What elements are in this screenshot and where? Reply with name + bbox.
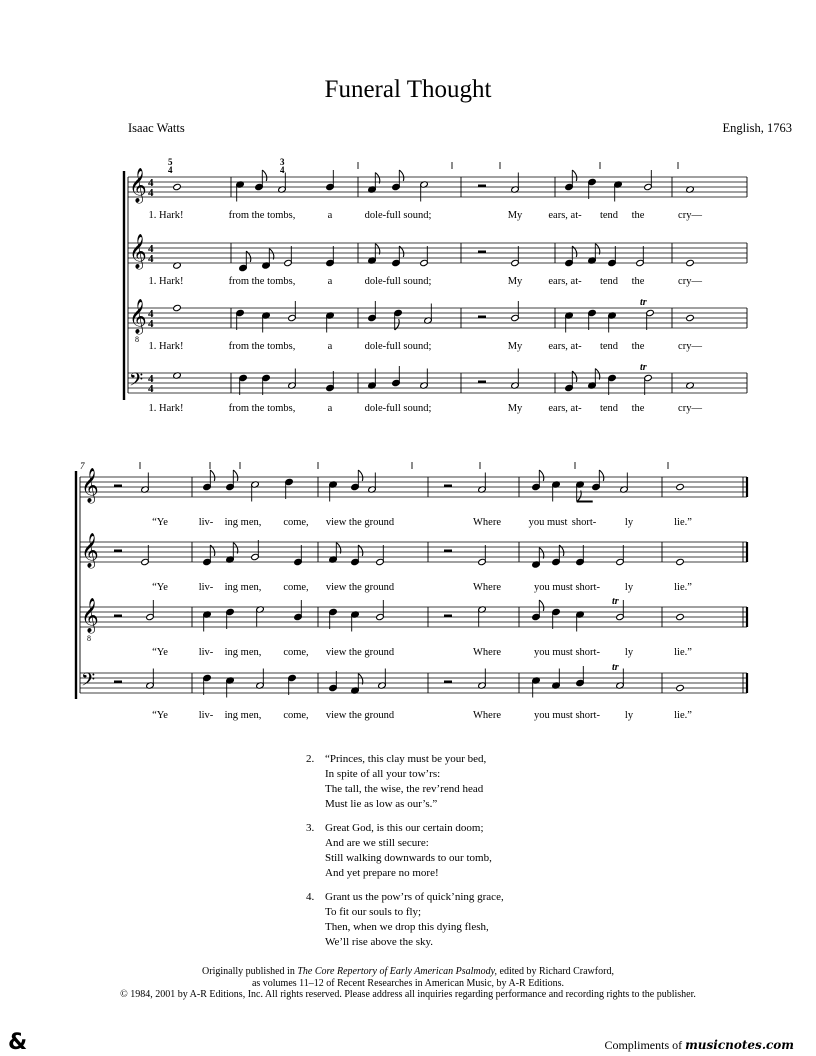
measure-number: 7	[80, 461, 85, 471]
origin-credit: English, 1763	[722, 121, 792, 135]
lyric-syllable: “Ye	[152, 582, 168, 593]
half-rest	[114, 681, 122, 684]
verse-line: Grant us the pow’rs of quick’ning grace,	[325, 891, 504, 903]
half-rest	[114, 615, 122, 618]
verse-line: Still walking downwards to our tomb,	[325, 852, 492, 864]
time-sig-bottom: 4	[148, 187, 154, 199]
lyric-syllable: My	[507, 276, 523, 287]
lyric-syllable: Where	[473, 647, 501, 658]
lyric-syllable: ing men,	[224, 517, 262, 528]
notehead	[173, 183, 182, 190]
half-rest	[478, 381, 486, 384]
treble-clef-icon: 𝄞	[129, 234, 147, 269]
treble-clef-icon: 𝄞	[81, 598, 99, 633]
lyric-syllable: you must short-	[534, 582, 600, 593]
lyric-syllable: cry—	[678, 276, 702, 287]
lyric-syllable: come,	[283, 647, 309, 658]
trill-mark: tr	[612, 662, 619, 673]
lyric-syllable: from the tombs,	[228, 403, 296, 414]
compliments-prefix: Compliments of	[604, 1038, 686, 1052]
lyric-syllable: lie.”	[674, 517, 692, 528]
lyric-syllable: liv-	[198, 710, 214, 721]
lyric-syllable: 1. Hark!	[148, 403, 184, 414]
lyric-syllable: ears, at-	[548, 210, 582, 221]
lyric-syllable: lie.”	[674, 710, 692, 721]
half-rest	[114, 550, 122, 553]
lyric-syllable: Where	[473, 582, 501, 593]
credits-book-title: The Core Repertory of Early American Psalmody,	[297, 966, 498, 977]
verse-line: We’ll rise above the sky.	[325, 936, 434, 948]
lyric-syllable: come,	[283, 710, 309, 721]
lyric-syllable: a	[327, 403, 333, 414]
lyric-syllable: ly	[624, 710, 634, 721]
credits-line-2: as volumes 11–12 of Recent Researches in American Music, by A-R Editions.	[251, 977, 565, 989]
notehead	[676, 613, 685, 620]
lyric-syllable: view the ground	[325, 647, 395, 658]
lyric-syllable: 1. Hark!	[148, 341, 184, 352]
lyric-syllable: the	[631, 276, 645, 287]
verse-number: 3.	[306, 822, 315, 834]
lyric-syllable: ears, at-	[548, 403, 582, 414]
lyric-syllable: the	[631, 341, 645, 352]
verse-line: And are we still secure:	[325, 837, 429, 849]
lyric-syllable: you must	[528, 517, 568, 528]
note-flag	[599, 470, 604, 481]
lyric-syllable: cry—	[678, 210, 702, 221]
note-flag	[572, 170, 577, 181]
trill-mark: tr	[640, 297, 647, 308]
meter-mark-bottom: 4	[280, 165, 285, 175]
half-rest	[478, 251, 486, 254]
author-credit: Isaac Watts	[128, 121, 185, 135]
lyric-syllable: Where	[473, 710, 501, 721]
verse-3	[306, 821, 492, 881]
verse-line: Then, when we drop this dying flesh,	[325, 921, 489, 933]
lyric-syllable: ing men,	[224, 710, 262, 721]
lyric-syllable: tend	[599, 403, 619, 414]
meter-mark-bottom: 4	[168, 165, 173, 175]
half-rest	[444, 550, 452, 553]
note-flag	[233, 470, 238, 481]
verse-line: To fit our souls to fly;	[325, 906, 422, 918]
lyric-syllable: from the tombs,	[228, 341, 296, 352]
lyric-syllable: cry—	[678, 403, 702, 414]
lyric-syllable: “Ye	[152, 647, 168, 658]
page-title: Funeral Thought	[324, 76, 492, 103]
lyric-syllable: dole-full sound;	[364, 341, 432, 352]
lyric-syllable: My	[507, 210, 523, 221]
lyric-syllable: liv-	[198, 517, 214, 528]
lyric-syllable: My	[507, 341, 523, 352]
note-flag	[358, 470, 363, 481]
publication-credits	[0, 966, 816, 1001]
credits-suffix: edited by Richard Crawford,	[497, 966, 614, 977]
lyric-syllable: tend	[599, 341, 619, 352]
treble-clef-icon: 𝄞	[81, 468, 99, 503]
lyric-syllable: view the ground	[325, 517, 395, 528]
lyric-syllable: ing men,	[224, 647, 262, 658]
credits-line-3: © 1984, 2001 by A-R Editions, Inc. All rights reserved. Please address all inquiries regarding performance and recording rights to the publisher.	[120, 989, 696, 1000]
time-sig-bottom: 4	[148, 253, 154, 265]
lyric-syllable: 1. Hark!	[148, 276, 184, 287]
lyric-syllable: tend	[599, 210, 619, 221]
trill-mark: tr	[640, 362, 647, 373]
treble-clef-icon: 𝄞	[129, 168, 147, 203]
half-rest	[444, 615, 452, 618]
time-sig-top: 4	[148, 243, 154, 255]
lyric-syllable: ly	[624, 582, 634, 593]
lyric-syllable: lie.”	[674, 582, 692, 593]
lyric-syllable: the	[631, 210, 645, 221]
bass-clef-icon: 𝄢	[81, 670, 96, 695]
verse-4	[306, 890, 504, 950]
time-sig-bottom: 4	[148, 383, 154, 395]
lyric-syllable: dole-full sound;	[364, 276, 432, 287]
compliments-footer	[604, 1038, 794, 1053]
lyric-syllable: you must short-	[534, 710, 600, 721]
lyric-syllable: ears, at-	[548, 341, 582, 352]
notehead	[686, 259, 695, 266]
lyric-syllable: a	[327, 210, 333, 221]
publisher-logo: &	[8, 1030, 28, 1055]
half-rest	[478, 316, 486, 319]
meter-mark-top: 5	[168, 157, 173, 167]
verse-number: 2.	[306, 753, 315, 765]
lyric-syllable: Where	[473, 517, 501, 528]
verse-line: Must lie as low as our’s.”	[325, 798, 438, 810]
lyric-syllable: ly	[624, 647, 634, 658]
lyric-syllable: from the tombs,	[228, 210, 296, 221]
lyric-syllable: liv-	[198, 582, 214, 593]
verse-line: Great God, is this our certain doom;	[325, 822, 484, 834]
lyric-syllable: “Ye	[152, 710, 168, 721]
verse-line: “Princes, this clay must be your bed,	[325, 753, 487, 765]
note-flag	[539, 600, 544, 611]
credits-prefix: Originally published in	[202, 966, 298, 977]
credits-line-1	[0, 966, 816, 978]
lyric-syllable: from the tombs,	[228, 276, 296, 287]
note-flag	[399, 170, 404, 181]
half-rest	[478, 185, 486, 188]
lyric-syllable: ears, at-	[548, 276, 582, 287]
lyric-syllable: view the ground	[325, 710, 395, 721]
time-sig-top: 4	[148, 177, 154, 189]
time-sig-top: 4	[148, 373, 154, 385]
verse-2	[306, 752, 486, 812]
musicnotes-link[interactable]: musicnotes.com	[685, 1038, 794, 1052]
half-rest	[444, 681, 452, 684]
half-rest	[444, 485, 452, 488]
treble-clef-icon: 𝄞	[129, 299, 147, 334]
bass-clef-icon: 𝄢	[129, 370, 144, 395]
lyric-syllable: liv-	[198, 647, 214, 658]
treble-clef-icon: 𝄞	[81, 533, 99, 568]
note-flag	[262, 170, 267, 181]
lyric-syllable: a	[327, 341, 333, 352]
notehead	[676, 684, 685, 691]
lyric-syllable: a	[327, 276, 333, 287]
lyric-syllable: My	[507, 403, 523, 414]
meter-mark-top: 3	[280, 157, 285, 167]
verse-line: And yet prepare no more!	[325, 867, 439, 879]
octave-eight-icon: 8	[135, 335, 139, 344]
lyric-syllable: 1. Hark!	[148, 210, 184, 221]
lyric-syllable: “Ye	[152, 517, 168, 528]
lyric-syllable: the	[631, 403, 645, 414]
trill-mark: tr	[612, 596, 619, 607]
note-flag	[539, 470, 544, 481]
lyric-syllable: cry—	[678, 341, 702, 352]
lyric-syllable: lie.”	[674, 647, 692, 658]
notehead	[686, 314, 695, 321]
verse-number: 4.	[306, 891, 315, 903]
notehead	[676, 558, 685, 565]
notehead	[173, 304, 182, 311]
half-rest	[114, 485, 122, 488]
verse-line: The tall, the wise, the rev’rend head	[325, 783, 484, 795]
time-sig-bottom: 4	[148, 318, 154, 330]
lyric-syllable: view the ground	[325, 582, 395, 593]
lyric-syllable: ing men,	[224, 582, 262, 593]
lyric-syllable: dole-full sound;	[364, 403, 432, 414]
verse-line: In spite of all your tow’rs:	[325, 768, 441, 780]
lyric-syllable: short-	[571, 517, 597, 528]
lyric-syllable: come,	[283, 582, 309, 593]
note-flag	[210, 470, 215, 481]
octave-eight-icon: 8	[87, 634, 91, 643]
lyric-syllable: you must short-	[534, 647, 600, 658]
lyric-syllable: dole-full sound;	[364, 210, 432, 221]
lyric-syllable: tend	[599, 276, 619, 287]
lyric-syllable: ly	[624, 517, 634, 528]
time-sig-top: 4	[148, 308, 154, 320]
notehead	[676, 483, 685, 490]
lyric-syllable: come,	[283, 517, 309, 528]
